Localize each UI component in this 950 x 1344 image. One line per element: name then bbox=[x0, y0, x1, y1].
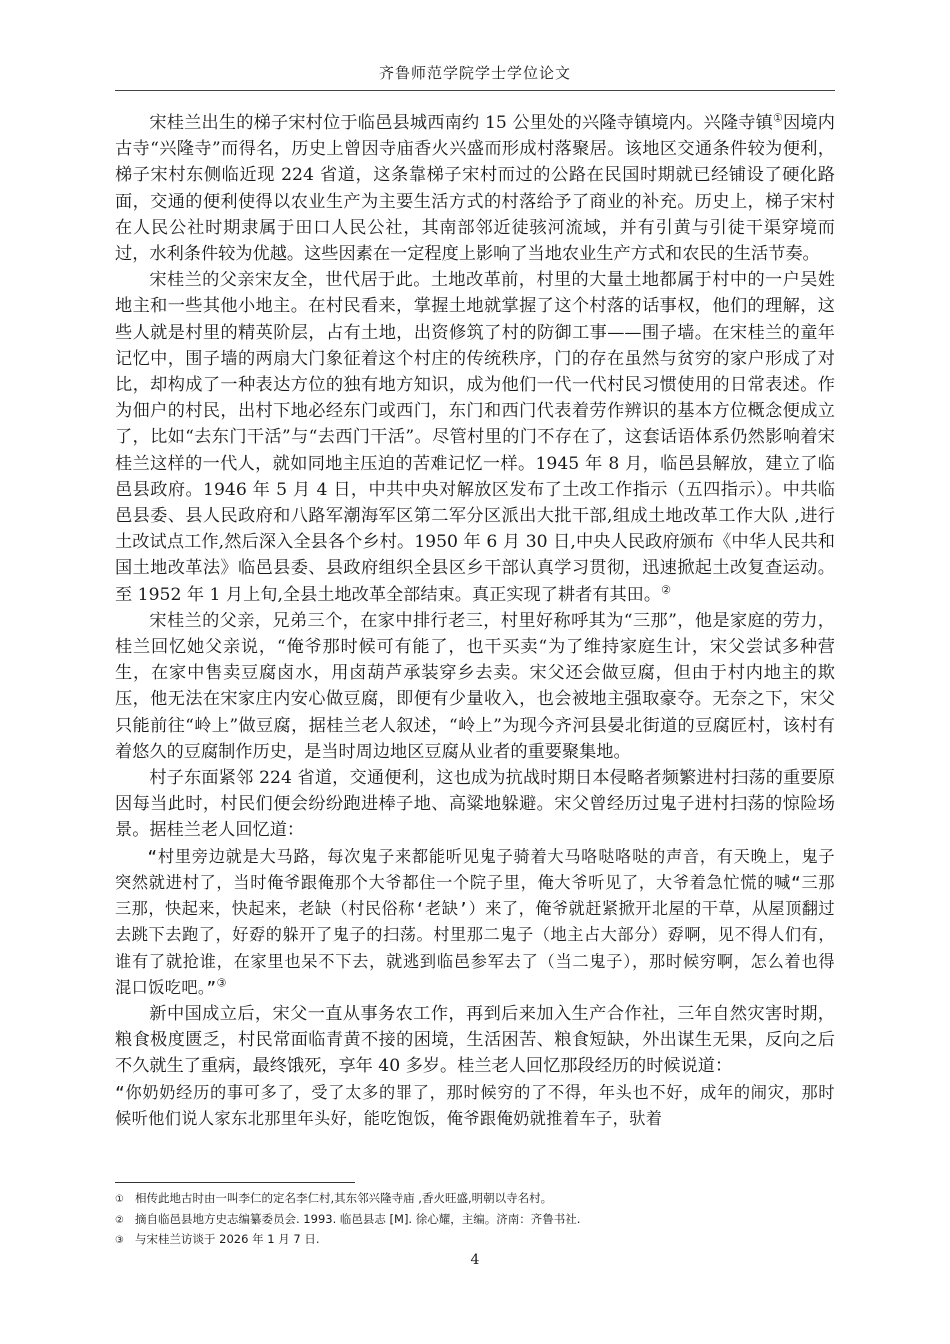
footnote-item bbox=[115, 1189, 835, 1210]
footnote-text: 摘自临邑县地方史志编纂委员会. 1993. 临邑县志 [M]. 徐心耀，主编。济南：齐鲁书社. bbox=[135, 1211, 581, 1226]
body-paragraph bbox=[115, 608, 835, 765]
paragraph-text: 因境内古寺“兴隆寺”而得名，历史上曾因寺庙香火兴盛而形成村落聚居。该地区交通条件较为便利，梯子宋村东侧临近现 224 省道，这条靠梯子宋村而过的公路在民国时期就已经铺设了硬化路面，交通的便利使得以农业生产为主要生活方式的村落给予了商业的补充。历史上，梯子宋村在人民公社时期隶属于田口人民公社，其南部邻近徒骇河流域，并有引黄与引徒干渠穿境而过，水利条件较为优越。这些因素在一定程度上影响了当地农业生产方式和农民的生活节奏。 bbox=[115, 113, 835, 265]
footnote-text: 与宋桂兰访谈于 2026 年 1 月 7 日. bbox=[135, 1232, 320, 1246]
footnote-mark: ③ bbox=[115, 1235, 124, 1246]
footnote-divider bbox=[115, 1182, 355, 1183]
paragraph-text: 宋桂兰的父亲，兄弟三个，在家中排行老三，村里好称呼其为“三那”，他是家庭的劳力，桂兰回忆她父亲说，“俺爷那时候可有能了，也干买卖“为了维持家庭生计，宋父尝试多种营生，在家中售卖豆腐卤水，用卤葫芦承装穿乡去卖。宋父还会做豆腐，但由于村内地主的欺压，他无法在宋家庄内安心做豆腐，即便有少量收入，也会被地主强取豪夺。无奈之下，宋父只能前往“岭上”做豆腐，据桂兰老人叙述，“岭上”为现今齐河县晏北街道的豆腐匠村，该村有着悠久的豆腐制作历史，是当时周边地区豆腐从业者的重要聚集地。 bbox=[115, 610, 835, 762]
interview-quote bbox=[115, 1080, 835, 1132]
paragraph-text: 新中国成立后，宋父一直从事务农工作，再到后来加入生产合作社，三年自然灾害时期，粮食极度匮乏，村民常面临青黄不接的困境，生活困苦、粮食短缺，外出谋生无果，反向之后不久就生了重病，最终饿死，享年 40 多岁。桂兰老人回忆那段经历的时候说道： bbox=[115, 1003, 835, 1077]
quote-text: “你奶奶经历的事可多了，受了太多的罪了，那时候穷的了不得，年头也不好，成年的闹灾，那时候听他们说人家东北那里年头好，能吃饱饭，俺爷跟俺奶就推着车子，驮着 bbox=[115, 1082, 835, 1128]
footnote-ref[interactable]: ① bbox=[773, 111, 784, 125]
body-paragraph bbox=[115, 1001, 835, 1080]
page-number: 4 bbox=[470, 1252, 480, 1268]
footnote-item bbox=[115, 1210, 835, 1231]
header-divider bbox=[115, 90, 835, 91]
paragraph-text: 宋桂兰出生的梯子宋村位于临邑县城西南约 15 公里处的兴隆寺镇境内。兴隆寺镇 bbox=[149, 113, 773, 133]
footnote-text: 相传此地古时由一叫李仁的定名李仁村,其东邻兴隆寺庙 ,香火旺盛,明朝以寺名村。 bbox=[135, 1191, 553, 1205]
running-header: 齐鲁师范学院学士学位论文 bbox=[378, 64, 571, 82]
body-paragraph bbox=[115, 110, 835, 267]
body-text bbox=[115, 110, 835, 1132]
paragraph-text: 宋桂兰的父亲宋友全，世代居于此。土地改革前，村里的大量土地都属于村中的一户吴姓地主和一些其他小地主。在村民看来，掌握土地就掌握了这个村落的话事权，他们的理解，这些人就是村里的精英阶层，占有土地，出资修筑了村的防御工事——围子墙。在宋桂兰的童年记忆中，围子墙的两扇大门象征着这个村庄的传统秩序，门的存在虽然与贫穷的家户形成了对比，却构成了一种表达方位的独有地方知识，成为他们一代一代村民习惯使用的日常表述。作为佃户的村民，出村下地必经东门或西门，东门和西门代表着劳作辨识的基本方位概念便成立了，比如“去东门干活”与“去西门干活”。尽管村里的门不存在了，这套话语体系仍然影响着宋桂兰这样的一代人，就如同地主压迫的苦难记忆一样。1945 年 8 月，临邑县解放，建立了临邑县政府。1946 年 5 月 4 日，中共中央对解放区发布了土改工作指示（五四指示）。中共临邑县委、县人民政府和八路军潮海军区第二军分区派出大批干部,组成土地改革工作大队 ,进行土改试点工作,然后深入全县各个乡村。1950 年 6 月 30 日,中央人民政府颁布《中华人民共和国土地改革法》临邑县委、县政府组织全县区乡干部认真学习贯彻，迅速掀起土改复查运动。至 1952 年 1 月上旬,全县土地改革全部结束。真正实现了耕者有其田。 bbox=[115, 270, 835, 605]
footnote-ref[interactable]: ② bbox=[661, 582, 671, 596]
footnote-item bbox=[115, 1230, 835, 1251]
footnote-mark: ① bbox=[115, 1194, 124, 1205]
body-paragraph bbox=[115, 765, 835, 844]
footnote-ref[interactable]: ③ bbox=[216, 976, 227, 990]
body-paragraph bbox=[115, 267, 835, 608]
footnotes bbox=[115, 1189, 835, 1251]
interview-quote bbox=[115, 844, 835, 1001]
paragraph-text: 村子东面紧邻 224 省道，交通便利，这也成为抗战时期日本侵略者频繁进村扫荡的重要原因每当此时，村民们便会纷纷跑进棒子地、高粱地躲避。宋父曾经历过鬼子进村扫荡的惊险场景。据桂兰老人回忆道： bbox=[115, 768, 835, 841]
footnote-mark: ② bbox=[115, 1214, 124, 1226]
quote-text: “村里旁边就是大马路，每次鬼子来都能听见鬼子骑着大马咯哒咯哒的声音，有天晚上，鬼子突然就进村了，当时俺爷跟俺那个大爷都住一个院子里，俺大爷听见了，大爷着急忙慌的喊“三那三那，快起来，快起来，老缺（村民俗称‘老缺’）来了，俺爷就赶紧掀开北屋的干草，从屋顶翻过去跳下去跑了，好孬的躲开了鬼子的扫荡。村里那二鬼子（地主占大部分）孬啊，见不得人们有，谁有了就抢谁，在家里也呆不下去，就逃到临邑参军去了（当二鬼子），那时候穷啊，怎么着也得混口饭吃吧。” bbox=[115, 846, 835, 997]
